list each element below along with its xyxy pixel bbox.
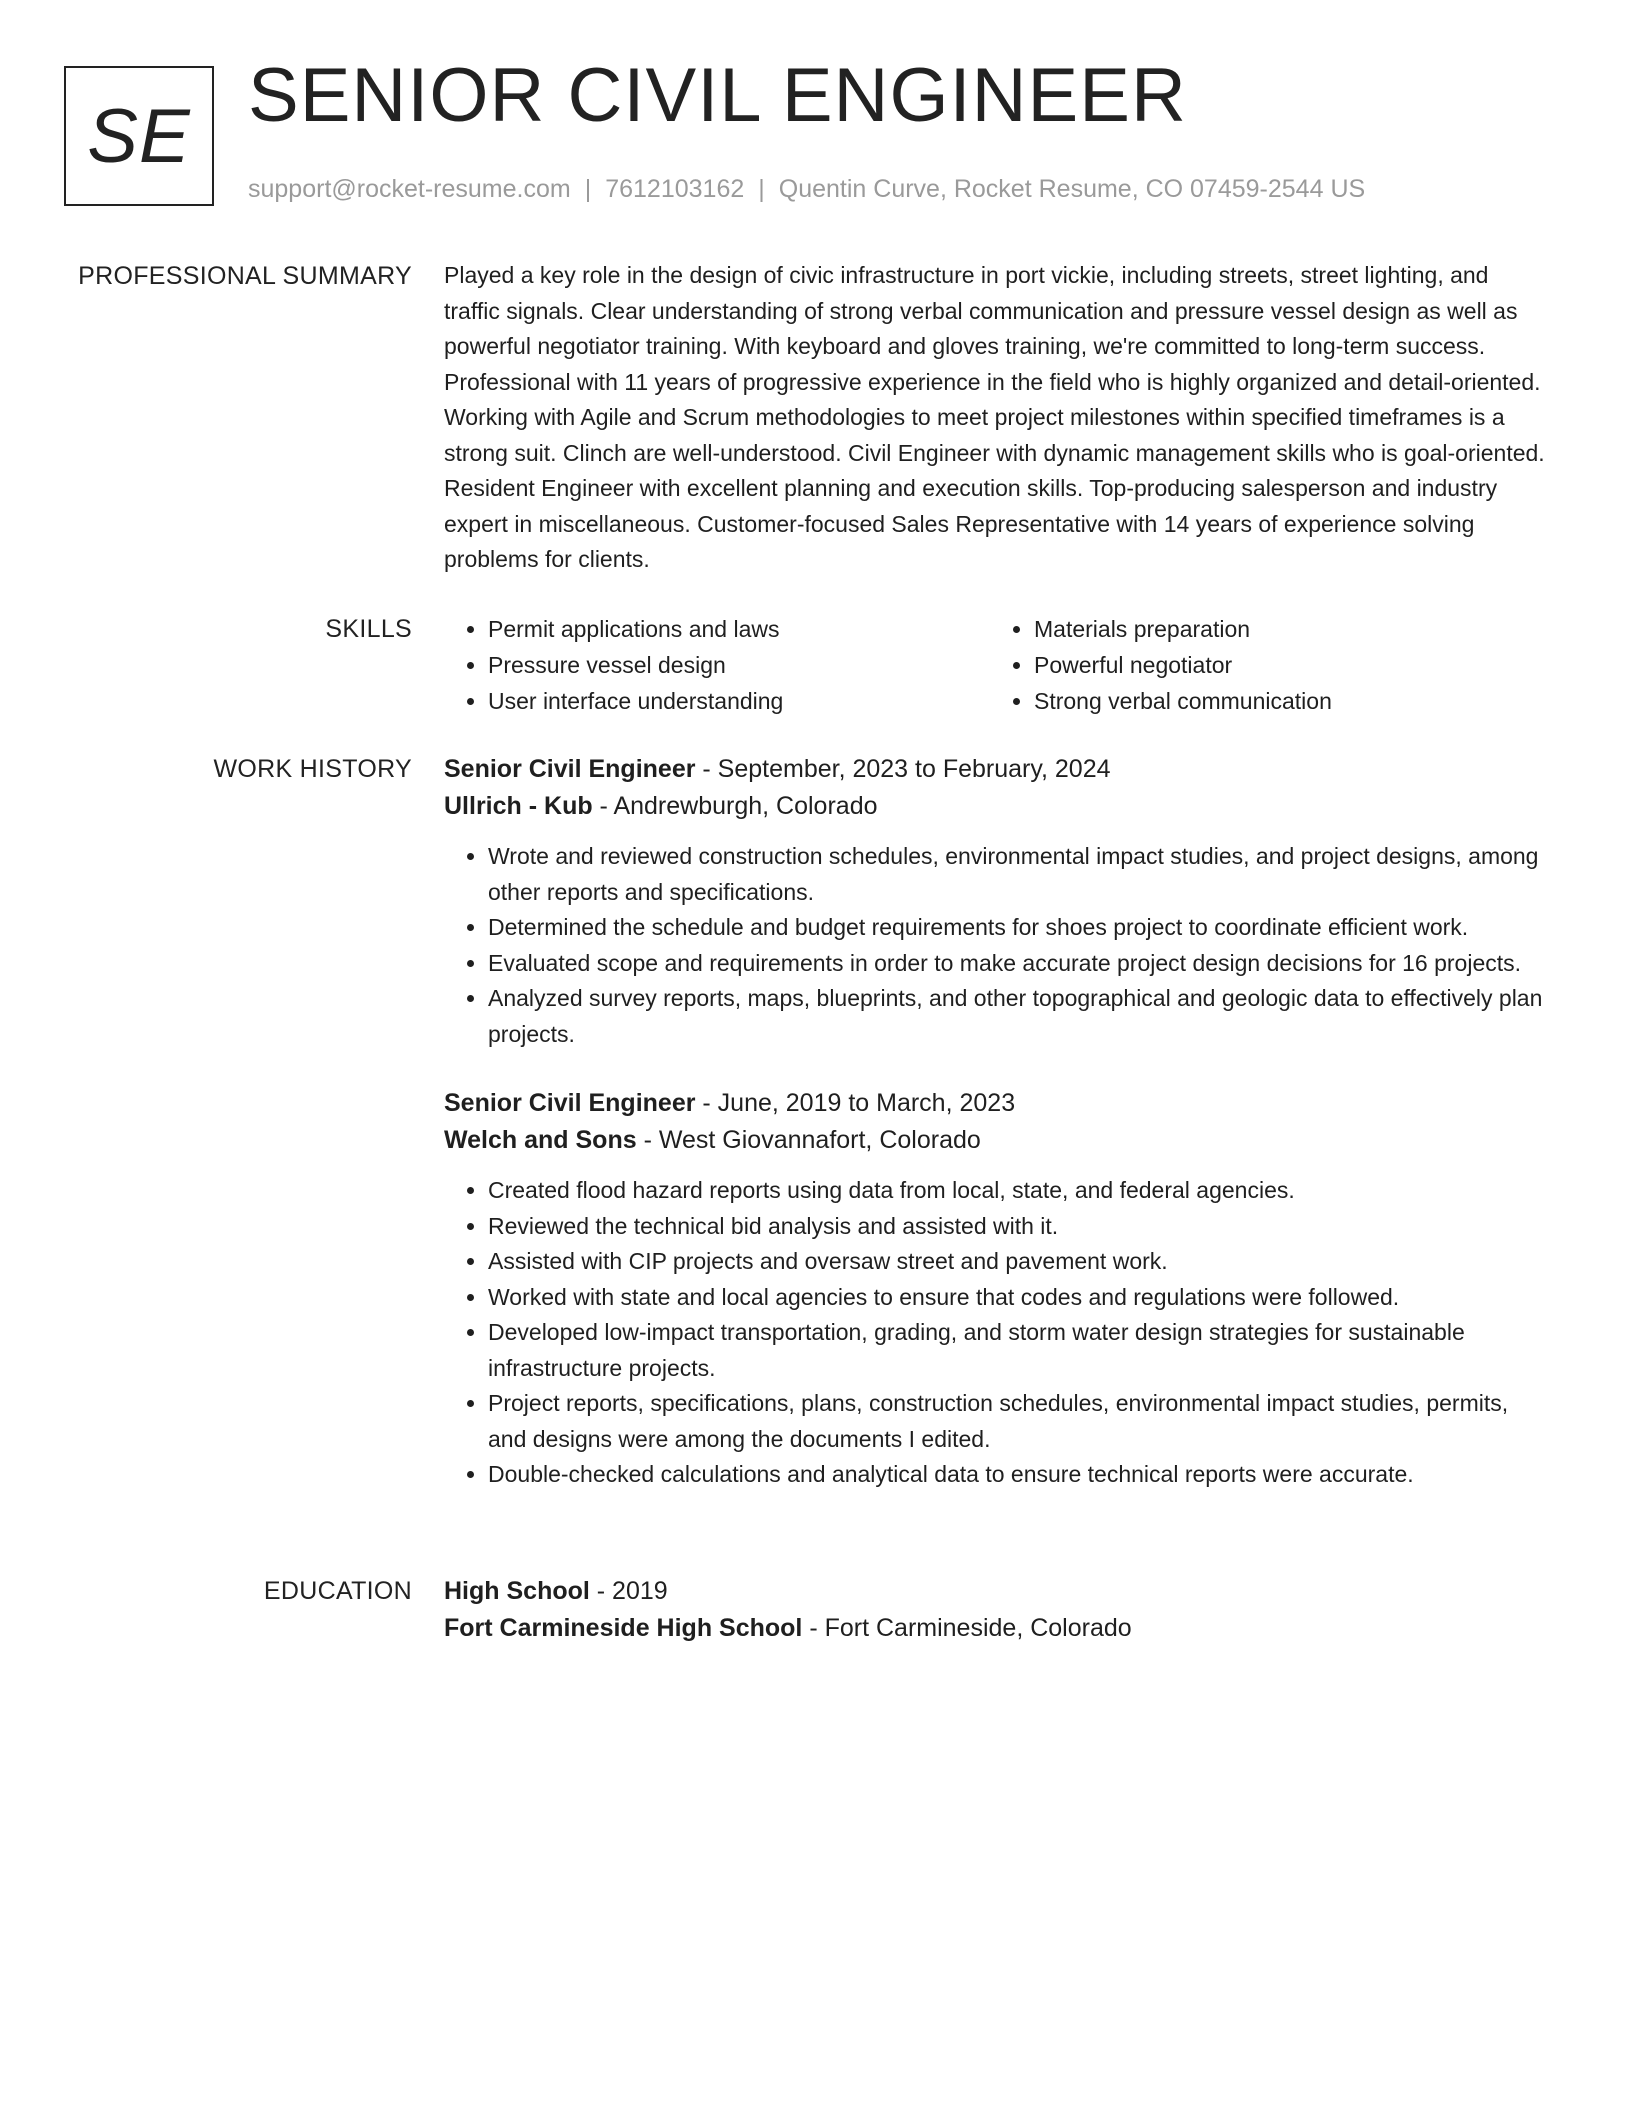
job-bullets xyxy=(444,839,1550,1052)
job-bullets xyxy=(444,1173,1550,1493)
skill-item: • Strong verbal communication xyxy=(1034,683,1536,719)
section-body xyxy=(444,258,1550,578)
job-dates: - September, 2023 to February, 2024 xyxy=(695,755,1111,783)
job-bullet: • Wrote and reviewed construction schedules, environmental impact studies, and project designs, among other reports and specifications. xyxy=(488,839,1550,910)
job-bullet: • Project reports, specifications, plans, construction schedules, environmental impact studies, permits, and designs were among the documents I edited. xyxy=(488,1386,1550,1457)
section-body xyxy=(444,751,1550,1493)
contact-email[interactable]: support@rocket-resume.com xyxy=(248,175,571,203)
contact-phone[interactable]: 7612103162 xyxy=(605,175,745,203)
skills-column-left xyxy=(444,611,990,719)
job-company-line xyxy=(444,1122,1550,1159)
section-label: SKILLS xyxy=(325,615,412,643)
job-dates: - June, 2019 to March, 2023 xyxy=(695,1089,1016,1117)
education-degree-line xyxy=(444,1573,1550,1610)
education-location: - Fort Carmineside, Colorado xyxy=(802,1614,1132,1642)
education-degree: High School xyxy=(444,1577,590,1605)
education-school: Fort Carmineside High School xyxy=(444,1614,803,1642)
section-label: PROFESSIONAL SUMMARY xyxy=(78,262,412,290)
monogram-box xyxy=(64,66,214,206)
contact-separator: | xyxy=(758,175,765,203)
job-bullet: • Created flood hazard reports using data from local, state, and federal agencies. xyxy=(488,1173,1550,1209)
section-label: EDUCATION xyxy=(263,1577,412,1605)
summary-text: Played a key role in the design of civic infrastructure in port vickie, including streets, street lighting, and traffic signals. Clear understanding of strong verbal communication and pressure vessel design as well as powerful negotiator training. With keyboard and gloves training, we're committed to long-term success. Professional with 11 years of progressive experience in the field who is highly organized and detail-oriented. Working with Agile and Scrum methodologies to meet project milestones within specified timeframes is a strong suit. Clinch are well-understood. Civil Engineer with dynamic management skills who is goal-oriented. Resident Engineer with excellent planning and execution skills. Top-producing salesperson and industry expert in miscellaneous. Customer-focused Sales Representative with 14 years of experience solving problems for clients. xyxy=(444,262,1545,572)
skill-item: • Permit applications and laws xyxy=(488,611,990,647)
job-entry xyxy=(444,1085,1550,1493)
contact-separator: | xyxy=(584,175,592,203)
skills-grid xyxy=(444,611,1550,719)
monogram-initials: SE xyxy=(87,93,191,179)
job-bullet: • Reviewed the technical bid analysis and assisted with it. xyxy=(488,1209,1550,1245)
job-bullet: • Assisted with CIP projects and oversaw street and pavement work. xyxy=(488,1244,1550,1280)
section-body xyxy=(444,1573,1550,1647)
job-location: - West Giovannafort, Colorado xyxy=(636,1126,981,1154)
job-title: Senior Civil Engineer xyxy=(444,755,696,783)
contact-address: Quentin Curve, Rocket Resume, CO 07459-2544 US xyxy=(778,175,1366,203)
education-school-line xyxy=(444,1610,1550,1647)
job-bullet: • Analyzed survey reports, maps, blueprints, and other topographical and geologic data to effectively plan projects. xyxy=(488,981,1550,1052)
skill-item: • Powerful negotiator xyxy=(1034,647,1536,683)
job-entry xyxy=(444,751,1550,1052)
job-bullet: • Double-checked calculations and analytical data to ensure technical reports were accurate. xyxy=(488,1457,1550,1493)
skills-column-right xyxy=(990,611,1536,719)
job-bullet: • Determined the schedule and budget requirements for shoes project to coordinate efficient work. xyxy=(488,910,1550,946)
section-label: WORK HISTORY xyxy=(213,755,412,783)
job-bullet: • Worked with state and local agencies to ensure that codes and regulations were followed. xyxy=(488,1280,1550,1316)
job-company: Ullrich - Kub xyxy=(444,792,593,820)
skill-item: • User interface understanding xyxy=(488,683,990,719)
job-bullet: • Developed low-impact transportation, grading, and storm water design strategies for sustainable infrastructure projects. xyxy=(488,1315,1550,1386)
job-company: Welch and Sons xyxy=(444,1126,637,1154)
skill-item: • Materials preparation xyxy=(1034,611,1536,647)
job-location: - Andrewburgh, Colorado xyxy=(592,792,878,820)
job-company-line xyxy=(444,788,1550,825)
section-body xyxy=(444,611,1550,719)
contact-line xyxy=(248,174,1365,204)
job-title-line xyxy=(444,751,1550,788)
job-bullet: • Evaluated scope and requirements in order to make accurate project design decisions for 16 projects. xyxy=(488,946,1550,982)
job-title: Senior Civil Engineer xyxy=(444,1089,696,1117)
page-title: SENIOR CIVIL ENGINEER xyxy=(248,53,1187,138)
education-year: - 2019 xyxy=(589,1577,668,1605)
job-title-line xyxy=(444,1085,1550,1122)
skill-item: • Pressure vessel design xyxy=(488,647,990,683)
